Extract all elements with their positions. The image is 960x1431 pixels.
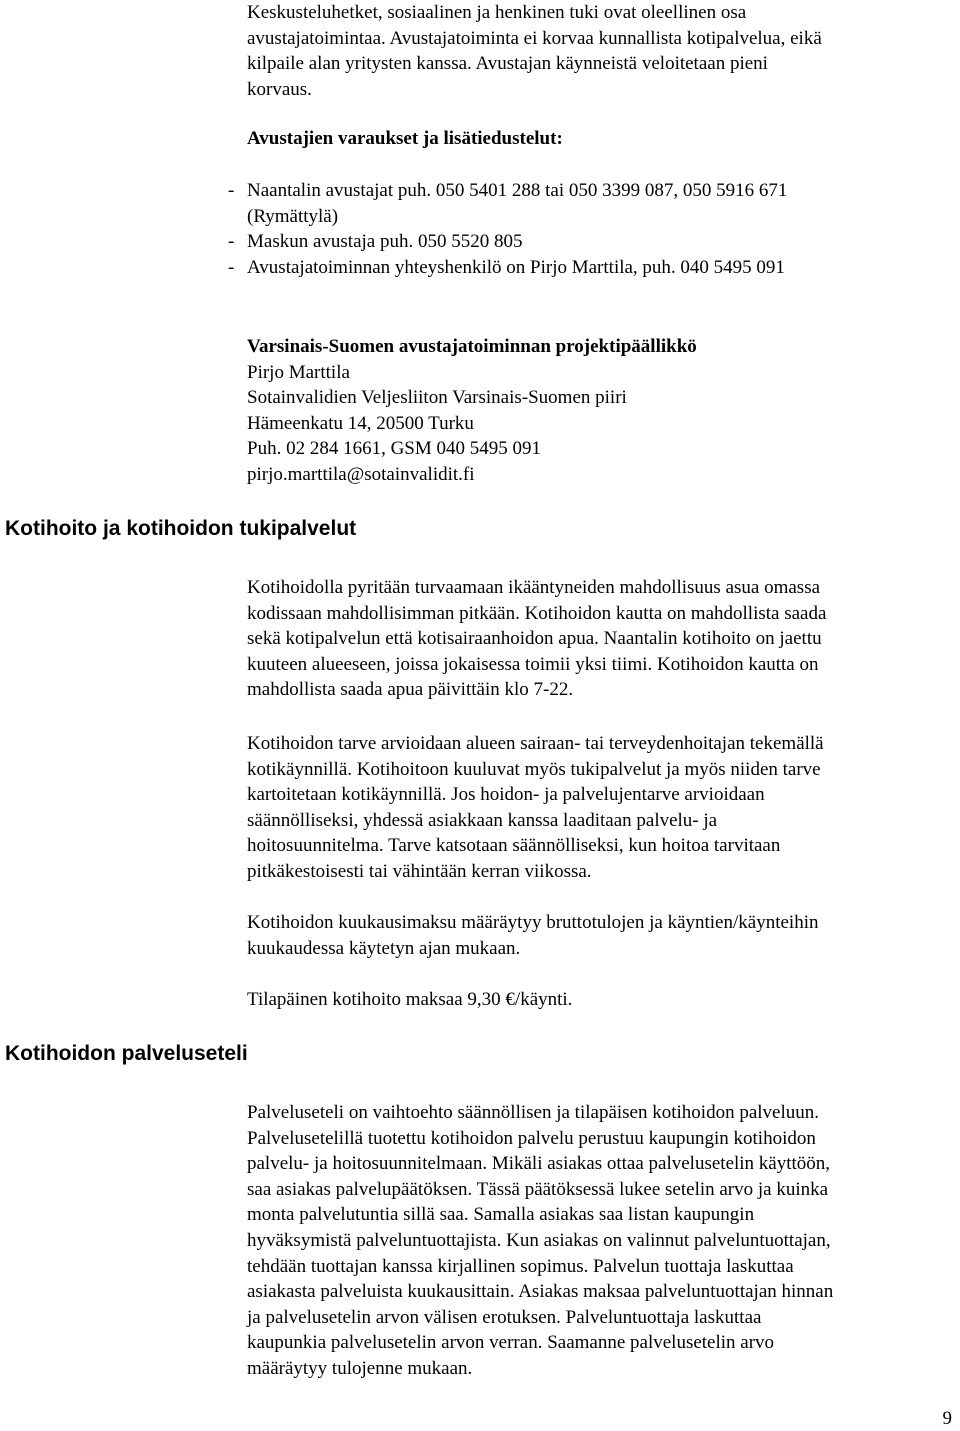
section-heading-palveluseteli: Kotihoidon palveluseteli xyxy=(5,1042,248,1065)
text-line: kartoitetaan kotikäynnillä. Jos hoidon- ja palvelujentarve arvioidaan xyxy=(247,784,765,806)
kotihoito-paragraph-1 xyxy=(247,575,947,703)
text-line: korvaus. xyxy=(247,78,312,100)
list-dash: - xyxy=(228,256,235,278)
page-number: 9 xyxy=(942,1408,952,1429)
list-dash: - xyxy=(228,231,235,253)
kotihoito-paragraph-3 xyxy=(247,910,947,961)
contact-phone: Puh. 02 284 1661, GSM 040 5495 091 xyxy=(247,438,541,460)
text-line: kuuteen alueeseen, joissa jokaisessa toimii yksi tiimi. Kotihoidon kautta on xyxy=(247,653,819,675)
palveluseteli-paragraph xyxy=(247,1100,947,1382)
text-line: palvelu- ja hoitosuunnitelmaan. Mikäli asiakas ottaa palvelusetelin käyttöön, xyxy=(247,1153,831,1175)
contact-organization: Sotainvalidien Veljesliiton Varsinais-Suomen piiri xyxy=(247,387,627,409)
text-line: Palveluseteli on vaihtoehto säännöllisen ja tilapäisen kotihoidon palveluun. xyxy=(247,1102,819,1123)
text-line: kaupunkia palvelusetelin arvon verran. Saamanne palvelusetelin arvo xyxy=(247,1332,775,1354)
text-line: Tilapäinen kotihoito maksaa 9,30 €/käynti. xyxy=(247,989,573,1010)
text-line: (Rymättylä) xyxy=(247,205,339,227)
text-line: Keskusteluhetket, sosiaalinen ja henkinen tuki ovat oleellinen osa xyxy=(247,2,747,23)
contact-email: pirjo.marttila@sotainvalidit.fi xyxy=(247,463,475,485)
text-line: Kotihoidolla pyritään turvaamaan ikääntyneiden mahdollisuus asua omassa xyxy=(247,577,821,598)
text-line: kotikäynnillä. Kotihoitoon kuuluvat myös tukipalvelut ja myös niiden tarve xyxy=(247,758,821,780)
text-line: Avustajatoiminnan yhteyshenkilö on Pirjo Marttila, puh. 040 5495 091 xyxy=(247,256,785,278)
text-line: mahdollista saada apua päivittäin klo 7-22. xyxy=(247,679,574,701)
text-line: Kotihoidon kuukausimaksu määräytyy bruttotulojen ja käyntien/käynteihin xyxy=(247,912,819,933)
contact-title: Varsinais-Suomen avustajatoiminnan projektipäällikkö xyxy=(247,336,697,357)
kotihoito-paragraph-4 xyxy=(247,987,947,1013)
list-item xyxy=(228,255,787,281)
text-line: määräytyy tulojenne mukaan. xyxy=(247,1357,473,1379)
text-line: Maskun avustaja puh. 050 5520 805 xyxy=(247,231,523,253)
text-line: sekä kotipalvelun että kotisairaanhoidon apua. Naantalin kotihoito on jaettu xyxy=(247,628,822,650)
list-item xyxy=(228,229,787,255)
text-line: hoitosuunnitelma. Tarve katsotaan säännölliseksi, kun hoitoa tarvitaan xyxy=(247,835,781,857)
text-line: kuukaudessa käytetyn ajan mukaan. xyxy=(247,937,521,959)
list-dash: - xyxy=(228,180,235,201)
contact-block xyxy=(247,334,947,488)
text-line: hyväksymistä palveluntuottajista. Kun asiakas on valinnut palveluntuottajan, xyxy=(247,1229,831,1251)
text-line: pitkäkestoisesti tai vähintään kerran viikossa. xyxy=(247,860,592,882)
text-line: avustajatoimintaa. Avustajatoiminta ei korvaa kunnallista kotipalvelua, eikä xyxy=(247,27,822,49)
section-heading-kotihoito: Kotihoito ja kotihoidon tukipalvelut xyxy=(5,517,357,540)
text-line: saa asiakas palvelupäätöksen. Tässä päätöksessä lukee setelin arvo ja kuinka xyxy=(247,1178,829,1200)
text-line: kilpaile alan yritysten kanssa. Avustajan käynneistä veloitetaan pieni xyxy=(247,53,768,75)
intro-paragraph xyxy=(247,0,947,102)
text-line: Kotihoidon tarve arvioidaan alueen sairaan- tai terveydenhoitajan tekemällä xyxy=(247,733,824,754)
text-line: kodissaan mahdollisimman pitkään. Kotihoidon kautta on mahdollista saada xyxy=(247,602,827,624)
contact-name: Pirjo Marttila xyxy=(247,361,350,383)
text-line: säännölliseksi, yhdessä asiakkaan kanssa laaditaan palvelu- ja xyxy=(247,809,718,831)
text-line: tehdään tuottajan kanssa kirjallinen sopimus. Palvelun tuottaja laskuttaa xyxy=(247,1255,794,1277)
text-line: asiakasta palveluista kuukausittain. Asiakas maksaa palveluntuottajan hinnan xyxy=(247,1281,834,1303)
contact-address: Hämeenkatu 14, 20500 Turku xyxy=(247,412,474,434)
kotihoito-paragraph-2 xyxy=(247,731,947,885)
text-line: Naantalin avustajat puh. 050 5401 288 tai 050 3399 087, 050 5916 671 xyxy=(247,180,788,201)
list-item xyxy=(228,178,787,229)
text-line: ja palvelusetelin arvon välisen erotuksen. Palveluntuottaja laskuttaa xyxy=(247,1306,762,1328)
reservations-heading: Avustajien varaukset ja lisätiedustelut: xyxy=(247,128,563,149)
text-line: monta palvelutuntia sillä saa. Samalla asiakas saa listan kaupungin xyxy=(247,1204,755,1226)
reservations-list xyxy=(228,178,787,280)
text-line: Palvelusetelillä tuotettu kotihoidon palvelu perustuu kaupungin kotihoidon xyxy=(247,1127,816,1149)
